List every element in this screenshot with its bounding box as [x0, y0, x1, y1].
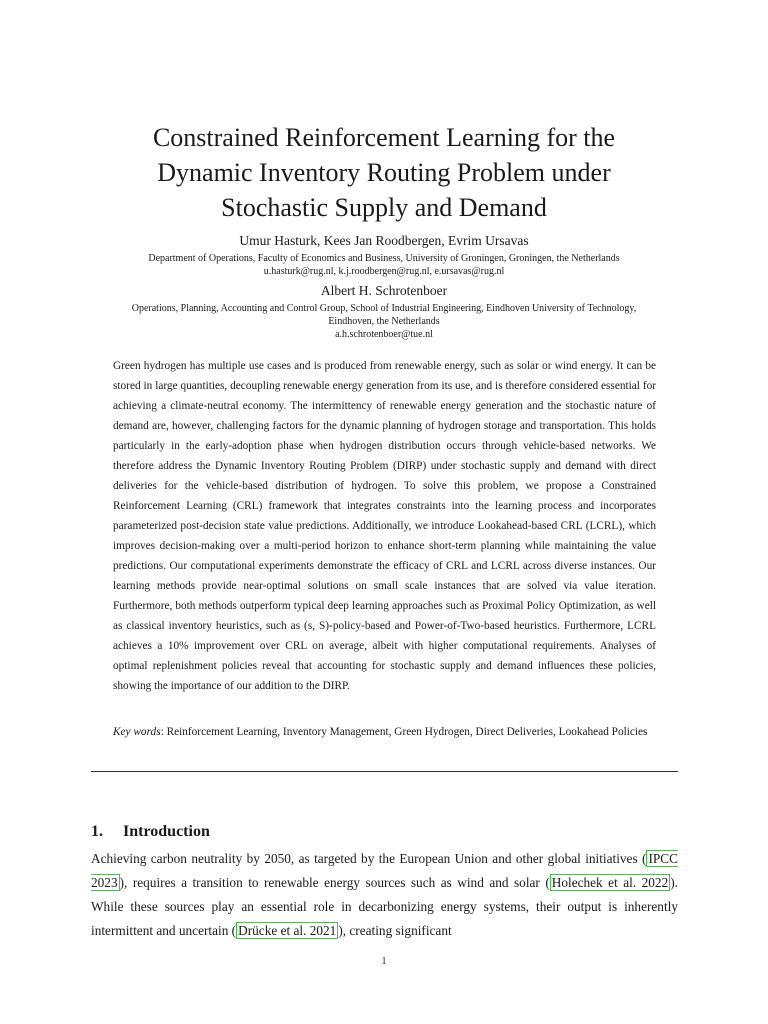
author-group-2 [60, 283, 708, 341]
affiliation-1: Department of Operations, Faculty of Economics and Business, University of Groningen, Groningen, the Netherlands [148, 253, 620, 264]
citation-link-drucke[interactable]: Drücke et al. 2021 [238, 923, 337, 938]
intro-paragraph [91, 847, 678, 943]
intro-text-1: Achieving carbon neutrality by 2050, as targeted by the European Union and other global initiatives ( [91, 851, 647, 866]
affiliation-2-line-1: Operations, Planning, Accounting and Control Group, School of Industrial Engineering, Eindhoven University of Technology, [131, 303, 637, 314]
keywords-colon: : [160, 726, 164, 738]
section-number: 1. [91, 823, 103, 840]
emails-1: u.hasturk@rug.nl, k.j.roodbergen@rug.nl, e.ursavas@rug.nl [263, 266, 505, 277]
abstract: Green hydrogen has multiple use cases and is produced from renewable energy, such as solar or wind energy. It can be stored in large quantities, decoupling renewable energy generation from its use, and is therefore considered essential for achieving a climate-neutral economy. The intermittency of renewable energy generation and the stochastic nature of demand are, however, challenging factors for the dynamic planning of hydrogen storage and transportation. This holds particularly in the early-adoption phase when hydrogen distribution occurs through vehicle-based networks. We therefore address the Dynamic Inventory Routing Problem (DIRP) under stochastic supply and demand with direct deliveries for the vehicle-based distribution of hydrogen. To solve this problem, we propose a Constrained Reinforcement Learning (CRL) framework that integrates constraints into the learning process and incorporates parameterized post-decision state value predictions. Additionally, we introduce Lookahead-based CRL (LCRL), which improves decision-making over a multi-period horizon to enhance short-term planning while maintaining the value predictions. Our computational experiments demonstrate the efficacy of CRL and LCRL across diverse instances. Our learning methods provide near-optimal solutions on small scale instances that are solved via value iteration. Furthermore, both methods outperform typical deep learning approaches such as Proximal Policy Optimization, as well as classical inventory heuristics, such as (s, S)-policy-based and Power-of-Two-based heuristics. Furthermore, LCRL achieves a 10% improvement over CRL on average, albeit with higher computational requirements. Analyses of optimal replenishment policies reveal that accounting for stochastic supply and demand influences these policies, showing the importance of our addition to the DIRP. [113, 360, 656, 692]
citation-link-ipcc[interactable]: IPCC 2023 [91, 851, 678, 890]
citation-link-holechek[interactable]: Holechek et al. 2022 [551, 875, 669, 890]
title-line-2: Dynamic Inventory Routing Problem under [157, 158, 611, 187]
title-line-1: Constrained Reinforcement Learning for the [152, 123, 616, 152]
author-names-1: Umur Hasturk, Kees Jan Roodbergen, Evrim Ursavas [239, 233, 529, 248]
author-names-2: Albert H. Schrotenboer [320, 283, 448, 298]
affiliation-2-line-2: Eindhoven, the Netherlands [328, 316, 440, 327]
section-title: Introduction [123, 823, 210, 840]
horizontal-rule [91, 771, 678, 772]
title-line-3: Stochastic Supply and Demand [221, 193, 547, 222]
email-2: a.h.schrotenboer@tue.nl [335, 329, 433, 340]
intro-text-2: ), requires a transition to renewable energy sources such as wind and solar ( [119, 875, 550, 890]
page-number: 1 [381, 956, 387, 967]
keywords [113, 722, 656, 742]
keywords-text: Reinforcement Learning, Inventory Management, Green Hydrogen, Direct Deliveries, Lookahead Policies [166, 726, 648, 738]
section-heading [91, 823, 210, 841]
author-group-1 [60, 233, 708, 278]
intro-text-4: ), creating significant [338, 923, 452, 938]
intro-text-3: ). While these sources play an essential role in decarbonizing energy systems, their output is inherently intermittent and uncertain ( [91, 875, 678, 938]
paper-title [60, 120, 708, 225]
keywords-label: Key words [113, 726, 161, 738]
